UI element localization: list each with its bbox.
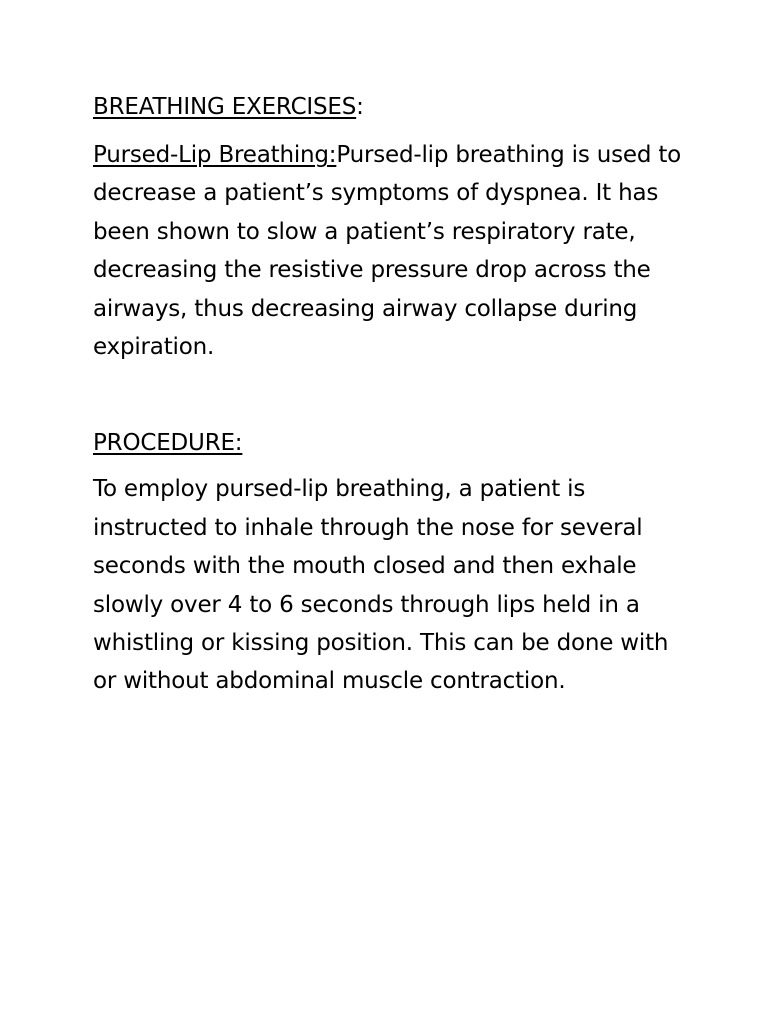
title-text: BREATHING EXERCISES (93, 94, 357, 120)
procedure-heading-text: PROCEDURE: (93, 430, 243, 457)
procedure-heading (93, 424, 693, 462)
document-page (93, 88, 693, 701)
section-pursed-lip (93, 136, 693, 366)
procedure-body: To employ pursed-lip breathing, a patient is instructed to inhale through the nose for several seconds with the mouth closed and then exhale slowly over 4 to 6 seconds through lips held in a whistling or kissing position. This can be done with or without abdominal muscle contraction. (93, 476, 669, 695)
spacer (93, 366, 693, 424)
title-colon: : (356, 94, 364, 120)
document-title (93, 88, 693, 126)
pursed-lip-description: Pursed-lip breathing is used to decrease a patient’s symptoms of dyspnea. It has been shown to slow a patient’s respiratory rate, decreasing the resistive pressure drop across the airways, thus decreasing airway collapse during expiration. (93, 142, 682, 361)
term-pursed-lip: Pursed-Lip Breathing: (93, 142, 337, 168)
